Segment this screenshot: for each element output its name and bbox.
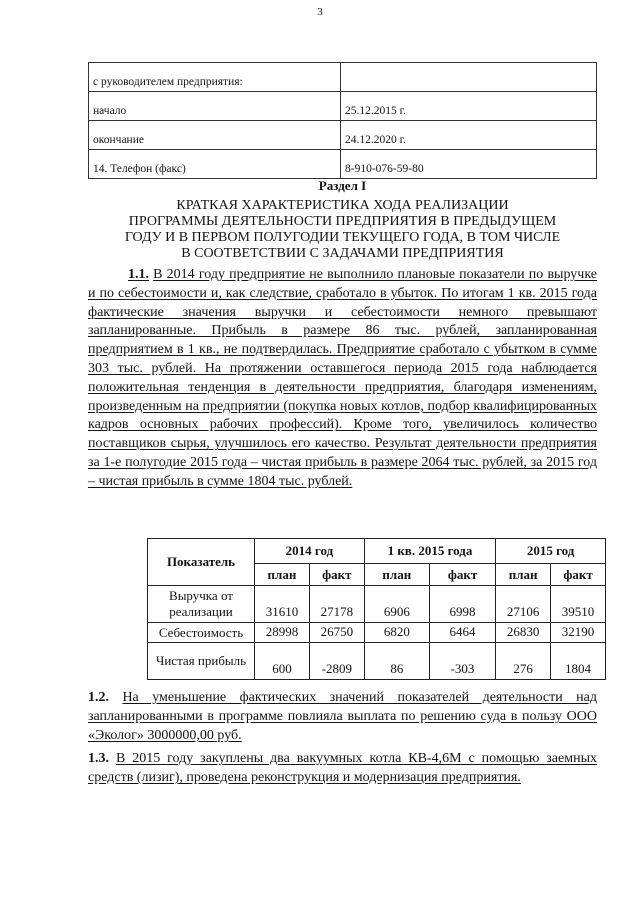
financial-indicators-table [147, 538, 606, 680]
table-cell: 26830 [496, 623, 551, 643]
table-header-row [148, 539, 606, 564]
table-cell: 6464 [429, 623, 495, 643]
paragraph-text: На уменьшение фактических значений показателей деятельности над запланированными в программе повлияла выплата по решению суда в пользу ООО «Эколог» 3000000,00 руб. [88, 690, 597, 743]
table-cell: 32190 [551, 623, 606, 643]
table-cell: 26750 [309, 623, 364, 643]
table-cell: 39510 [551, 586, 606, 623]
section-title-line: ГОДУ И В ПЕРВОМ ПОЛУГОДИИ ТЕКУЩЕГО ГОДА, В ТОМ ЧИСЛЕ [124, 230, 561, 245]
table-cell: 27178 [309, 586, 364, 623]
period-header: 1 кв. 2015 года [364, 539, 495, 564]
table-cell: 86 [364, 643, 429, 680]
table-cell: 28998 [255, 623, 310, 643]
info-row [89, 63, 597, 92]
info-value: 24.12.2020 г. [341, 121, 597, 150]
info-label: 14. Телефон (факс) [89, 150, 341, 179]
fact-header: факт [551, 564, 606, 586]
fact-header: факт [429, 564, 495, 586]
info-row [89, 92, 597, 121]
paragraph-number: 1.1. [128, 267, 149, 282]
table-cell: 6998 [429, 586, 495, 623]
table-cell: 600 [255, 643, 310, 680]
plan-header: план [255, 564, 310, 586]
section-title-line: КРАТКАЯ ХАРАКТЕРИСТИКА ХОДА РЕАЛИЗАЦИИ [176, 198, 509, 213]
plan-header: план [496, 564, 551, 586]
info-row [89, 150, 597, 179]
info-label: начало [89, 92, 341, 121]
page-number: 3 [317, 6, 323, 18]
plan-header: план [364, 564, 429, 586]
info-label: окончание [89, 121, 341, 150]
info-value [341, 63, 597, 92]
section-title-line: ПРОГРАММЫ ДЕЯТЕЛЬНОСТИ ПРЕДПРИЯТИЯ В ПРЕДЫДУЩЕМ [128, 214, 557, 229]
row-label: Выручка от реализации [148, 586, 255, 623]
table-row [148, 586, 606, 623]
table-cell: 31610 [255, 586, 310, 623]
section-title-line: В СООТВЕТСТВИИ С ЗАДАЧАМИ ПРЕДПРИЯТИЯ [181, 246, 504, 261]
row-label: Себестоимость [148, 623, 255, 643]
paragraph-text: В 2015 году закуплены два вакуумных котла КВ-4,6М с помощью заемных средств (лизиг), проведена реконструкция и модернизация предприятия. [88, 751, 597, 785]
table-cell: 1804 [551, 643, 606, 680]
fact-header: факт [309, 564, 364, 586]
table-cell: -303 [429, 643, 495, 680]
paragraph-text: В 2014 году предприятие не выполнило плановые показатели по выручке и по себестоимости и, как следствие, сработало в убыток. По итогам 1 кв. 2015 года фактические значения выручки и себестоимости немного превышают запланированные. Прибыль в размере 86 тыс. рублей, запланированная предприятием в 1 кв., не подтвердилась. Предприятие сработало с убытком в сумме 303 тыс. рублей. На протяжении оставшегося периода 2015 года наблюдается положительная тенденция в деятельности предприятия, благодаря изменениям, произведенным на предприятии (покупка новых котлов, подбор квалифицированных кадров основных рабочих профессий). Кроме того, увеличилось количество поставщиков сырья, улучшилось его качество. Результат деятельности предприятия за 1-е полугодие 2015 года – чистая прибыль в размере 2064 тыс. рублей, за 2015 год – чистая прибыль в сумме 1804 тыс. рублей. [88, 267, 597, 489]
info-label: с руководителем предприятия: [89, 63, 341, 92]
table-cell: 6906 [364, 586, 429, 623]
paragraph-1-1 [88, 266, 597, 492]
table-cell: 27106 [496, 586, 551, 623]
paragraph-number: 1.3. [88, 751, 109, 766]
row-label: Чистая прибыль [148, 643, 255, 680]
info-value: 25.12.2015 г. [341, 92, 597, 121]
paragraph-1-2 [88, 689, 597, 745]
section-label: Раздел I [318, 178, 367, 193]
section-title [88, 198, 597, 262]
period-header: 2015 год [496, 539, 606, 564]
table-cell: 6820 [364, 623, 429, 643]
table-cell: -2809 [309, 643, 364, 680]
table-cell: 276 [496, 643, 551, 680]
info-row [89, 121, 597, 150]
section-heading [88, 178, 597, 262]
enterprise-info-table [88, 62, 597, 179]
paragraph-number: 1.2. [88, 690, 109, 705]
period-header: 2014 год [255, 539, 365, 564]
indicator-header: Показатель [148, 539, 255, 586]
table-row [148, 643, 606, 680]
paragraph-1-3 [88, 750, 597, 788]
info-value: 8-910-076-59-80 [341, 150, 597, 179]
table-row [148, 623, 606, 643]
